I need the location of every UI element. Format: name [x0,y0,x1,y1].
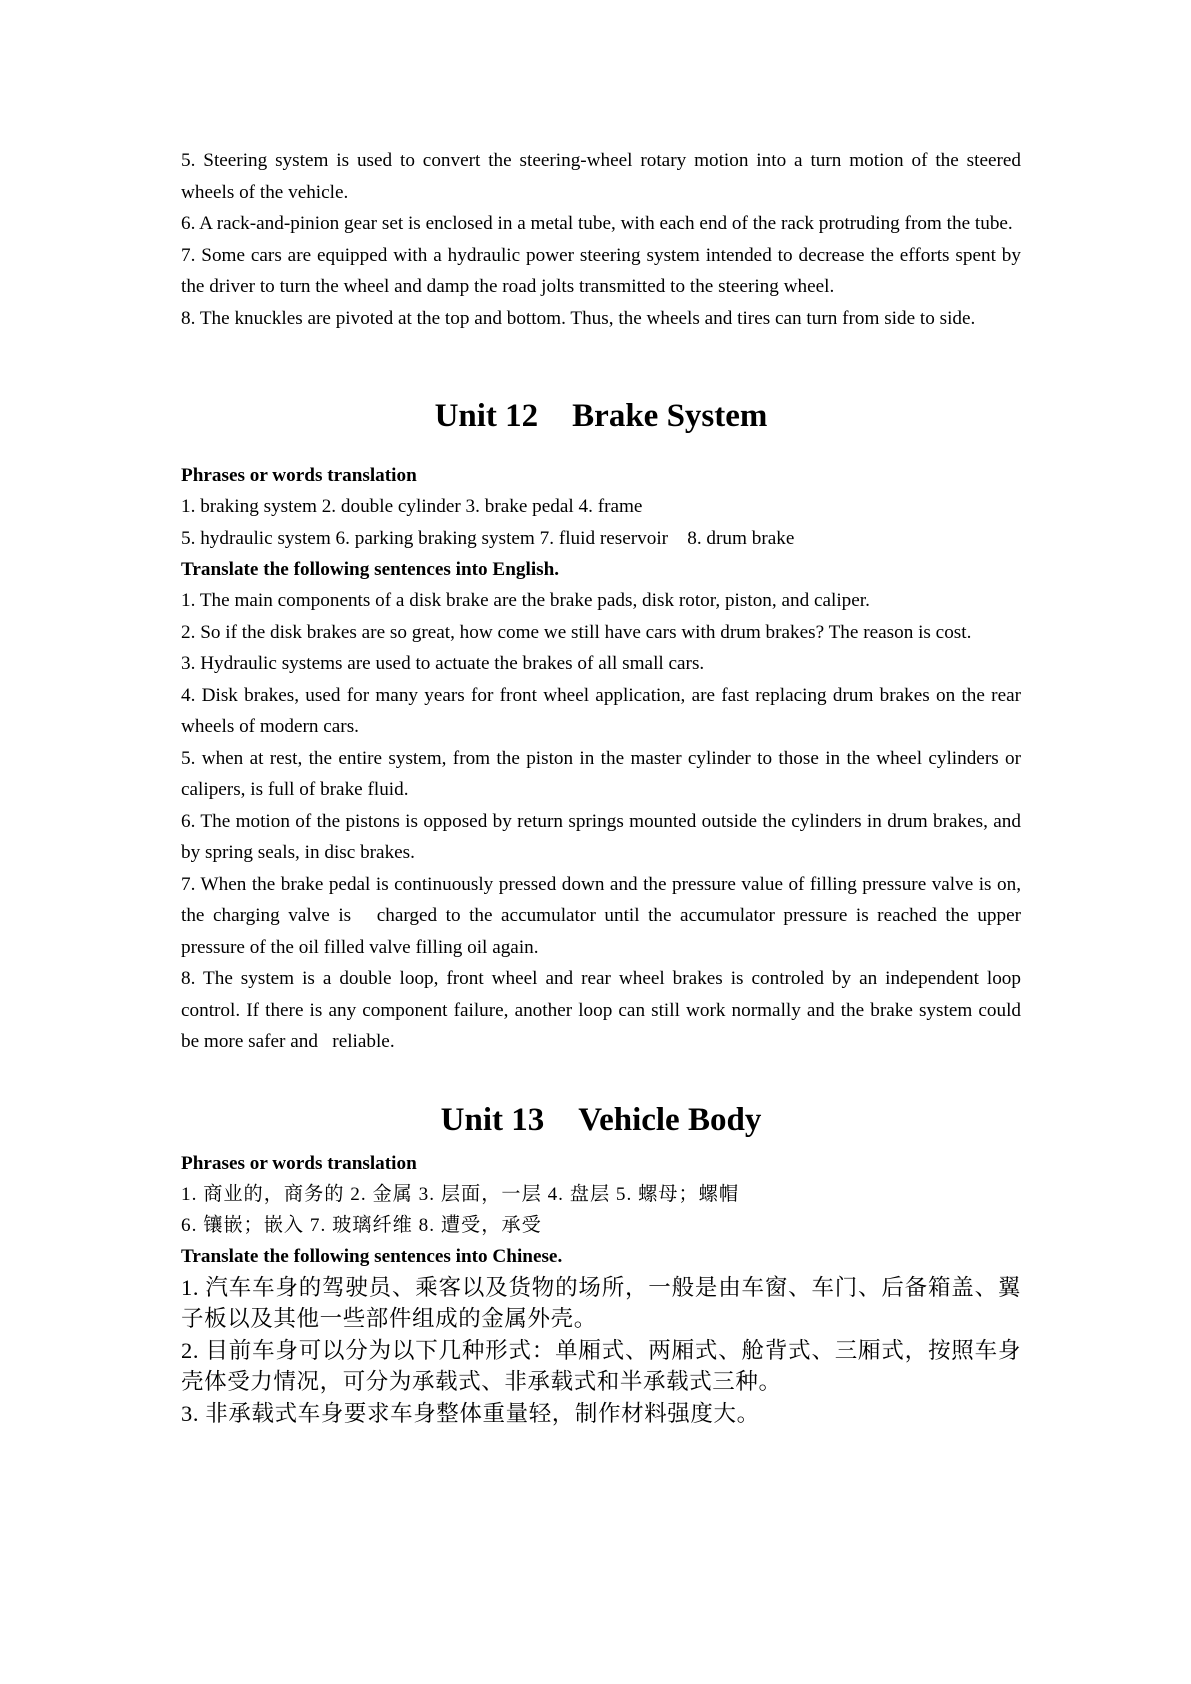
sentence-item: 4. Disk brakes, used for many years for front wheel application, are fast replacing drum brakes on the rear wheels of modern cars. [181,684,1021,737]
unit-13-section [181,1100,1021,1430]
sentence-item: 5. when at rest, the entire system, from the piston in the master cylinder to those in the wheel cylinders or calipers, is full of brake fluid. [181,747,1021,800]
sentence-item: 6. The motion of the pistons is opposed by return springs mounted outside the cylinders in drum brakes, and by spring seals, in disc brakes. [181,810,1021,863]
sentence-item: 7. When the brake pedal is continuously pressed down and the pressure value of filling pressure valve is on, the charging valve is charged to the accumulator until the accumulator pressure is reached the upper pressure of the oil filled valve filling oil again. [181,873,1026,958]
phrases-line: 1. braking system 2. double cylinder 3. brake pedal 4. frame [181,496,643,517]
phrases-line: 1. 商业的，商务的 2. 金属 3. 层面，一层 4. 盘层 5. 螺母；螺帽 [181,1183,740,1205]
unit-13-name: Vehicle Body [578,1101,762,1138]
unit-12-name: Brake System [572,398,768,434]
page-content [181,145,1036,1429]
sentence-item: 1. 汽车车身的驾驶员、乘客以及货物的场所，一般是由车窗、车门、后备箱盖、翼子板以及其他一些部件组成的金属外壳。 [181,1274,1021,1331]
sentence-item: 5. Steering system is used to convert the steering-wheel rotary motion into a turn motion of the steered wheels of the vehicle. [181,150,1021,203]
sentence-item: 8. The system is a double loop, front wheel and rear wheel brakes is controled by an independent loop control. If there is any component failure, another loop can still work normally and the brake system could be more safer and reliable. [181,968,1036,1052]
translate-heading: Translate the following sentences into English. [181,559,560,580]
sentence-item: 7. Some cars are equipped with a hydraulic power steering system intended to decrease the efforts spent by the driver to turn the wheel and damp the road jolts transmitted to the steering wheel. [181,244,1021,297]
previous-unit-sentences [181,145,1021,334]
phrases-heading: Phrases or words translation [181,465,417,486]
phrases-heading: Phrases or words translation [181,1152,417,1174]
unit-13-title [181,1100,1021,1140]
sentence-item: 6. A rack-and-pinion gear set is enclosed in a metal tube, with each end of the rack protruding from the tube. [181,213,1013,234]
sentence-item: 3. 非承载式车身要求车身整体重量轻，制作材料强度大。 [181,1400,760,1426]
unit-13-number: Unit 13 [440,1101,545,1138]
sentence-item: 2. 目前车身可以分为以下几种形式：单厢式、两厢式、舱背式、三厢式，按照车身壳体受力情况，可分为承载式、非承载式和半承载式三种。 [181,1337,1021,1394]
sentence-item: 8. The knuckles are pivoted at the top and bottom. Thus, the wheels and tires can turn from side to side. [181,307,976,329]
translate-heading: Translate the following sentences into Chinese. [181,1245,563,1267]
sentence-item: 1. The main components of a disk brake are the brake pads, disk rotor, piston, and caliper. [181,590,870,611]
phrases-line: 6. 镶嵌；嵌入 7. 玻璃纤维 8. 遭受，承受 [181,1214,542,1236]
sentence-item: 3. Hydraulic systems are used to actuate the brakes of all small cars. [181,653,705,674]
unit-12-section [181,396,1036,1058]
sentence-item: 2. So if the disk brakes are so great, how come we still have cars with drum brakes? The reason is cost. [181,621,972,643]
unit-12-number: Unit 12 [434,398,539,434]
phrases-line: 5. hydraulic system 6. parking braking system 7. fluid reservoir 8. drum brake [181,527,795,549]
unit-12-title [181,396,1021,436]
